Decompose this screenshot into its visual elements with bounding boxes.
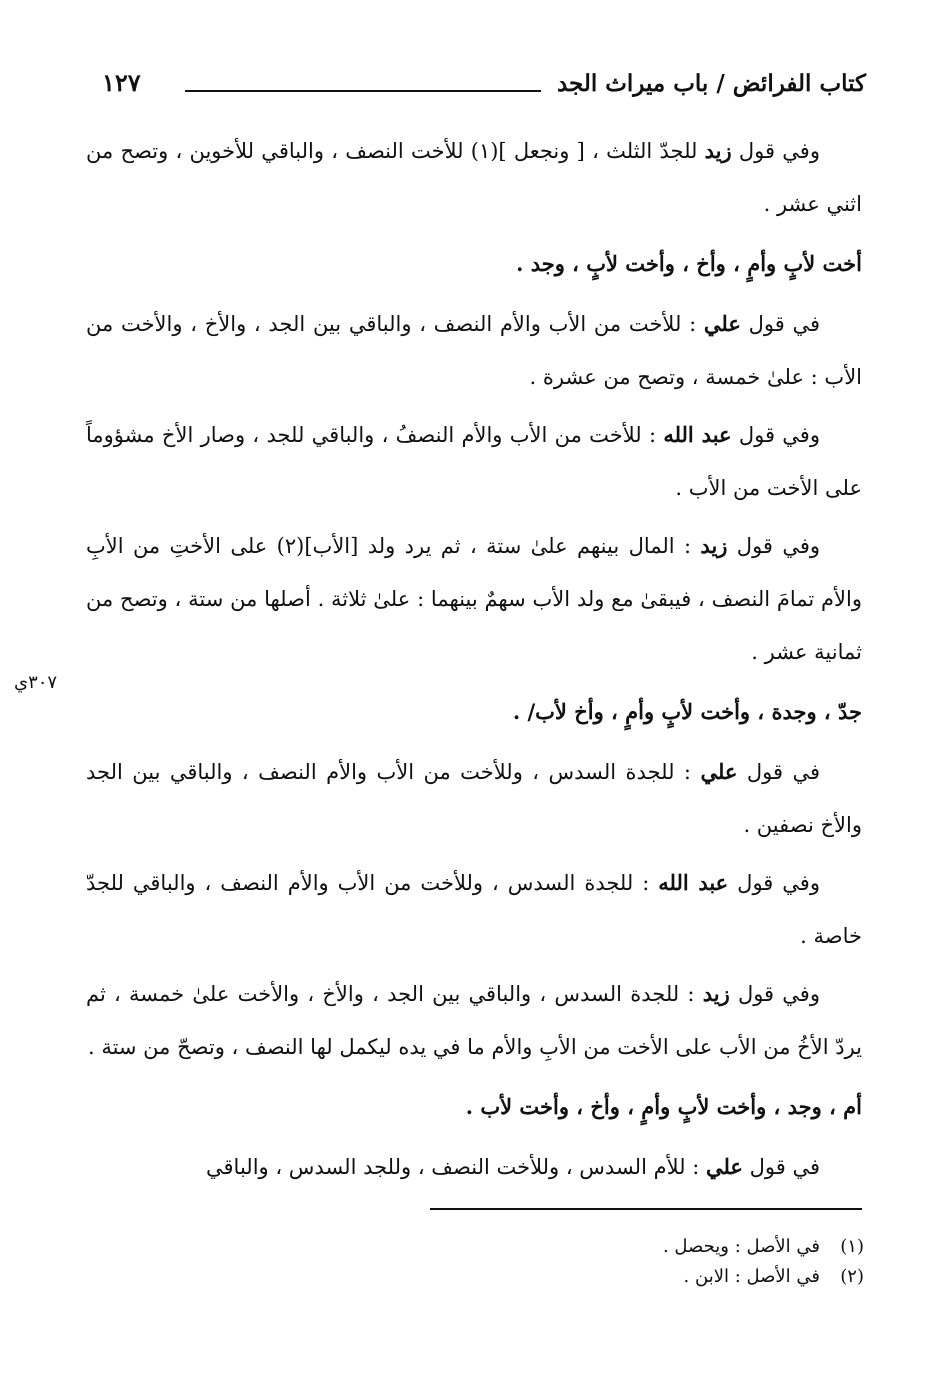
footnote-rule — [430, 1208, 862, 1210]
header-rule — [185, 90, 541, 92]
scholar-name: عبد الله — [658, 870, 729, 895]
section-heading: أم ، وجد ، وأخت لأبٍ وأمٍ ، وأخ ، وأخت لأب . — [465, 1094, 862, 1119]
paragraph-text: للجدّ الثلث ، [ ونجعل ](١) للأخت النصف ، والباقي للأخوين ، وتصح من اثني عشر . — [86, 139, 862, 216]
paragraph — [86, 1140, 862, 1194]
paragraph-text: وفي قول — [731, 139, 820, 163]
paragraph-gap — [86, 1194, 862, 1198]
paragraph — [86, 967, 862, 1074]
paragraph — [86, 856, 862, 963]
footnote-1 — [663, 1232, 864, 1262]
scholar-name: زيد — [704, 138, 732, 163]
page-number: ١٢٧ — [102, 68, 141, 97]
margin-manuscript-ref: ٣٠٧ي — [14, 672, 58, 693]
section-heading: أخت لأبٍ وأمٍ ، وأخ ، وأخت لأبٍ ، وجد . — [516, 251, 862, 276]
paragraph-text: : للأم السدس ، وللأخت النصف ، وللجد السدس ، والباقي — [206, 1155, 706, 1179]
footnotes — [663, 1232, 864, 1292]
paragraph-text: وفي قول — [729, 982, 820, 1006]
footnote-number: (١) — [840, 1236, 864, 1257]
paragraph-text: وفي قول — [731, 423, 820, 447]
paragraph-text: وفي قول — [728, 871, 820, 895]
paragraph-text: : للأخت من الأب والأم النصفُ ، والباقي للجد ، وصار الأخ مشؤوماً على الأخت من الأب . — [86, 423, 862, 500]
scholar-name: علي — [700, 759, 738, 784]
paragraph — [86, 124, 862, 231]
scholar-name: زيد — [700, 533, 728, 558]
footnote-number: (٢) — [840, 1266, 864, 1287]
paragraph-text: : للأخت من الأب والأم النصف ، والباقي بين الجد ، والأخ ، والأخت من الأب : علىٰ خمسة ، وتصح من عشرة . — [86, 312, 862, 389]
paragraph — [86, 519, 862, 679]
body-text — [86, 124, 862, 1198]
paragraph-text: في قول — [742, 1155, 820, 1179]
paragraph-text: : للجدة السدس ، وللأخت من الأب والأم النصف ، والباقي بين الجد والأخ نصفين . — [86, 760, 862, 837]
scholar-name: علي — [703, 311, 741, 336]
paragraph-text: في قول — [740, 312, 820, 336]
paragraph-text: في قول — [737, 760, 820, 784]
scholar-name: زيد — [702, 981, 730, 1006]
footnote-text: في الأصل : ويحصل . — [662, 1236, 820, 1257]
scholar-name: عبد الله — [663, 422, 732, 447]
footnote-2 — [663, 1262, 864, 1292]
paragraph-text: : للجدة السدس ، وللأخت من الأب والأم النصف ، والباقي للجدّ خاصة . — [86, 871, 862, 948]
page-header — [90, 64, 866, 104]
paragraph-text: وفي قول — [727, 534, 821, 558]
paragraph — [86, 745, 862, 852]
paragraph — [86, 297, 862, 404]
paragraph — [86, 408, 862, 515]
paragraph-text: : للجدة السدس ، والباقي بين الجد ، والأخ ، والأخت علىٰ خمسة ، ثم يردّ الأخُ من الأب على الأخت من الأبِ والأم ما في يده ليكمل لها النصف ، وتصحّ من ستة . — [86, 982, 862, 1059]
running-title: كتاب الفرائض / باب ميراث الجد — [556, 70, 866, 97]
scholar-name: علي — [705, 1154, 743, 1179]
paragraph-text: : المال بينهم علىٰ ستة ، ثم يرد ولد [الأب](٢) على الأختِ من الأبِ والأم تمامَ النصف ، فيبقىٰ مع ولد الأب سهمٌ بينهما : علىٰ ثلاثة . أصلها من ستة ، وتصح من ثمانية عشر . — [86, 534, 862, 664]
section-heading: جدّ ، وجدة ، وأخت لأبٍ وأمٍ ، وأخ لأب/ . — [512, 699, 862, 724]
footnote-text: في الأصل : الابن . — [683, 1266, 820, 1287]
